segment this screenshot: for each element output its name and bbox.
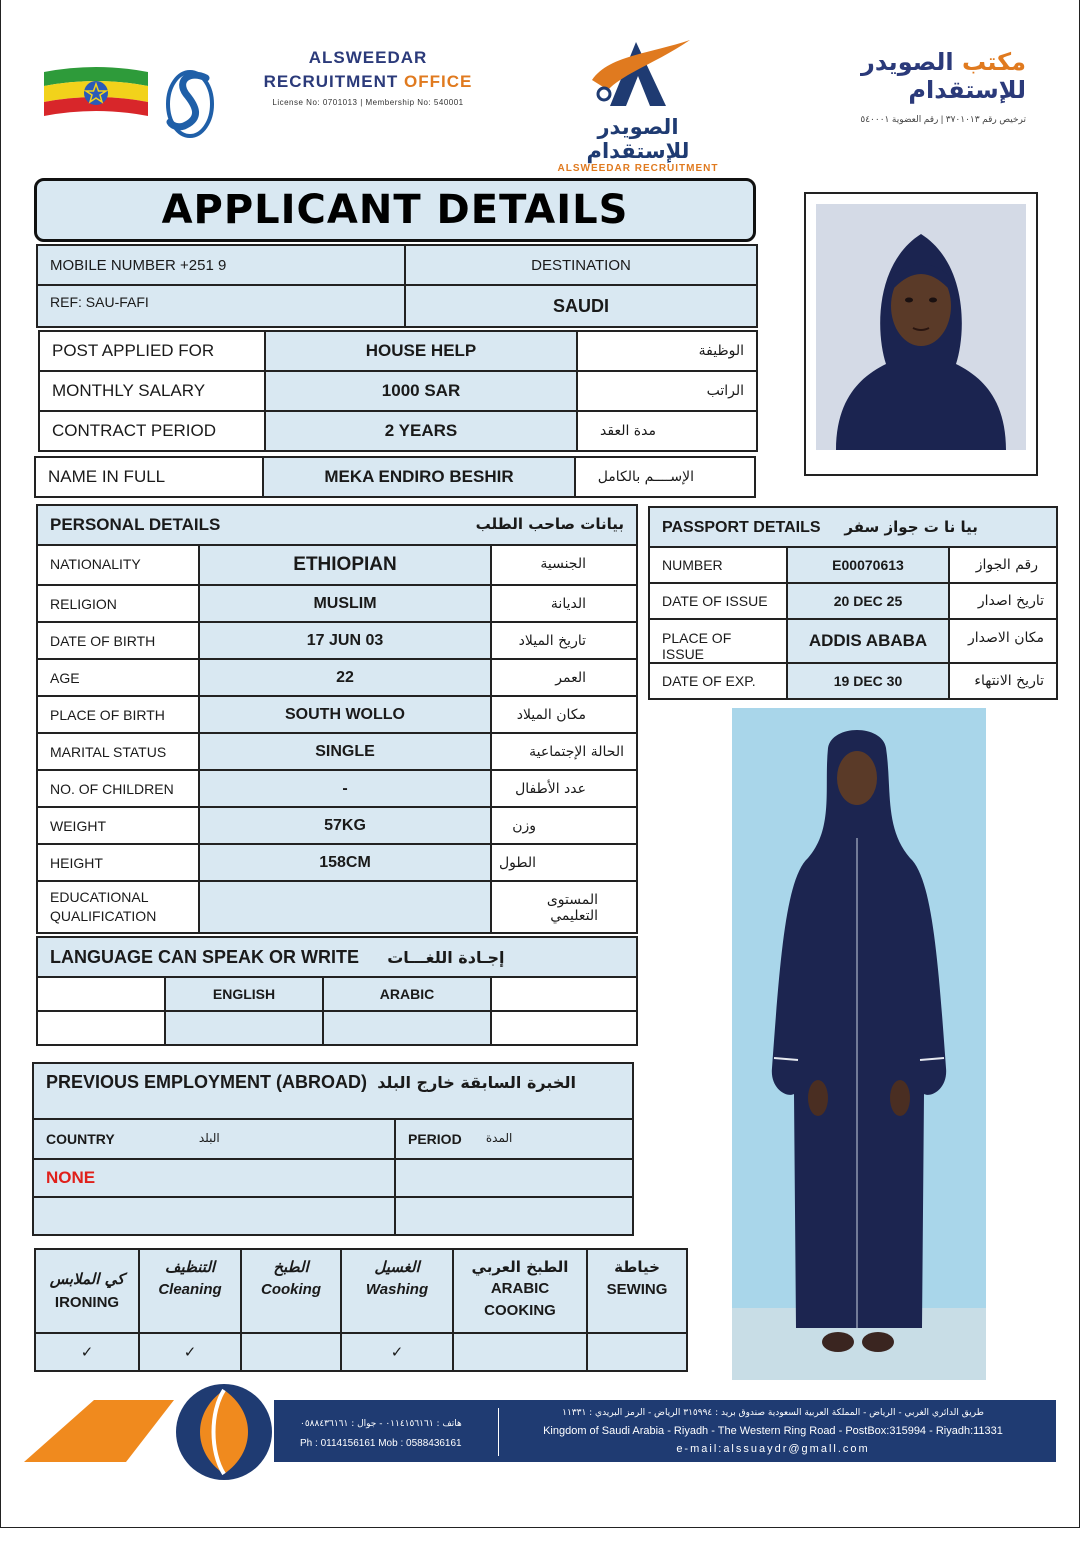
skill-header — [35, 1249, 139, 1333]
language-arabic-header: ARABIC — [323, 977, 491, 1011]
personal-label-arabic: الطول — [491, 844, 637, 881]
personal-details-header — [37, 505, 637, 545]
personal-row — [37, 881, 637, 933]
skill-header — [587, 1249, 687, 1333]
passport-label: NUMBER — [649, 547, 787, 583]
personal-label: AGE — [37, 659, 199, 696]
personal-details-table — [36, 504, 638, 934]
passport-title-arabic: بيا نا ت جواز سفر — [844, 517, 978, 536]
right-brand-arabic — [766, 48, 1026, 104]
center-logo-english: ALSWEEDAR RECRUITMENT — [557, 163, 719, 174]
right-brand-name: الصويدر للإستقدام — [861, 48, 1026, 104]
footer-phone-english: Ph : 0114156161 Mob : 0588436161 — [300, 1438, 462, 1449]
job-details-table — [38, 330, 758, 452]
personal-row — [37, 696, 637, 733]
office-title-recruitment: RECRUITMENT — [263, 72, 405, 91]
country-label-arabic: البلد — [198, 1130, 220, 1145]
job-label-arabic: الراتب — [577, 371, 757, 411]
passport-label: PLACE OF ISSUE — [649, 619, 787, 663]
passport-value: E00070613 — [787, 547, 949, 583]
personal-label: HEIGHT — [37, 844, 199, 881]
portrait-photo — [816, 204, 1026, 450]
full-name-label: NAME IN FULL — [35, 457, 263, 497]
passport-value: ADDIS ABABA — [787, 619, 949, 663]
footer-divider — [498, 1408, 499, 1456]
title-banner — [34, 178, 756, 242]
language-english-header: ENGLISH — [165, 977, 323, 1011]
personal-label-arabic: وزن — [491, 807, 637, 844]
personal-label: RELIGION — [37, 585, 199, 622]
full-body-figure-icon — [732, 708, 986, 1380]
language-english-value — [165, 1011, 323, 1045]
ref-cell: REF: SAU-FAFI — [37, 285, 405, 327]
personal-label: DATE OF BIRTH — [37, 622, 199, 659]
passport-value: 19 DEC 30 — [787, 663, 949, 699]
skill-header — [341, 1249, 453, 1333]
language-blank-cell — [37, 1011, 165, 1045]
s-emblem-logo-icon — [160, 60, 224, 140]
job-row — [39, 371, 757, 411]
office-title-line2 — [252, 72, 484, 92]
ethiopia-flag-icon — [40, 64, 152, 124]
personal-label-arabic: المستوى التعليمي — [491, 881, 637, 933]
personal-row — [37, 622, 637, 659]
footer-address-block — [508, 1404, 1038, 1458]
portrait-figure-icon — [816, 204, 1026, 450]
right-brand-block — [766, 48, 1026, 125]
personal-row — [37, 585, 637, 622]
skill-name-english: IRONING — [54, 1294, 120, 1311]
passport-label: DATE OF EXP. — [649, 663, 787, 699]
period-label: PERIOD — [408, 1130, 462, 1147]
skills-table — [34, 1248, 688, 1372]
personal-label-arabic: الديانة — [491, 585, 637, 622]
footer-logo-icon — [24, 1382, 284, 1482]
language-arabic-value — [323, 1011, 491, 1045]
passport-title: PASSPORT DETAILS — [662, 518, 821, 536]
country-label: COUNTRY — [46, 1130, 115, 1147]
personal-label: WEIGHT — [37, 807, 199, 844]
center-brand-logo — [548, 36, 728, 174]
passport-row — [649, 583, 1057, 619]
letter-a-logo-icon — [578, 36, 698, 108]
full-body-photo — [732, 708, 986, 1380]
personal-value: - — [199, 770, 491, 807]
skill-name-arabic: الطبخ العربي — [471, 1258, 569, 1276]
personal-label: NATIONALITY — [37, 545, 199, 585]
personal-label: EDUCATIONAL QUALIFICATION — [37, 881, 199, 933]
passport-details-table — [648, 506, 1058, 700]
language-title-arabic: إجـادة اللغـــات — [387, 947, 505, 967]
right-brand-office-word: مكتب — [953, 48, 1026, 76]
personal-details-title-arabic: بيانات صاحب الطلب — [475, 515, 624, 533]
personal-row — [37, 545, 637, 585]
footer-address-english: Kingdom of Saudi Arabia - Riyadh - The Western Ring Road - PostBox:315994 - Riyadh:11331 — [543, 1425, 1003, 1437]
office-title-line1: ALSWEEDAR — [308, 48, 428, 67]
personal-row — [37, 844, 637, 881]
skill-header — [139, 1249, 241, 1333]
personal-value: 17 JUN 03 — [199, 622, 491, 659]
skill-check-cell: ✓ — [35, 1333, 139, 1371]
language-blank-cell — [491, 1011, 637, 1045]
skill-name-english: SEWING — [606, 1281, 668, 1298]
personal-label-arabic: مكان الميلاد — [491, 696, 637, 733]
personal-row — [37, 807, 637, 844]
personal-value: ETHIOPIAN — [199, 545, 491, 585]
personal-value: SOUTH WOLLO — [199, 696, 491, 733]
page-title: APPLICANT DETAILS — [161, 187, 629, 233]
job-label: MONTHLY SALARY — [39, 371, 265, 411]
mobile-number-cell: MOBILE NUMBER +251 9 — [37, 245, 405, 285]
skill-name-english: Washing — [365, 1281, 429, 1298]
passport-row — [649, 547, 1057, 583]
skill-name-arabic: كي الملابس — [49, 1270, 125, 1288]
passport-label-arabic: مكان الاصدار — [949, 619, 1057, 663]
skill-check-cell: ✓ — [139, 1333, 241, 1371]
skill-header — [453, 1249, 587, 1333]
language-blank-cell — [37, 977, 165, 1011]
full-name-label-arabic: الإســــم بالكامل — [575, 457, 755, 497]
portrait-photo-frame — [804, 192, 1038, 476]
destination-value-cell: SAUDI — [405, 285, 757, 327]
personal-label: NO. OF CHILDREN — [37, 770, 199, 807]
personal-label-arabic: تاريخ الميلاد — [491, 622, 637, 659]
language-header — [37, 937, 637, 977]
personal-value: 57KG — [199, 807, 491, 844]
passport-label-arabic: تاريخ اصدار — [949, 583, 1057, 619]
destination-label-cell: DESTINATION — [405, 245, 757, 285]
contact-destination-table — [36, 244, 758, 328]
passport-label-arabic: رقم الجواز — [949, 547, 1057, 583]
job-label: CONTRACT PERIOD — [39, 411, 265, 451]
personal-row — [37, 770, 637, 807]
personal-value: 22 — [199, 659, 491, 696]
employment-title: PREVIOUS EMPLOYMENT (ABROAD) — [46, 1072, 368, 1092]
skill-name-english: Cooking — [261, 1281, 321, 1298]
office-title-office: OFFICE — [404, 72, 473, 91]
personal-value: MUSLIM — [199, 585, 491, 622]
job-value: HOUSE HELP — [265, 331, 577, 371]
job-row — [39, 331, 757, 371]
footer-email[interactable]: e-mail:alssuaydr@gmall.com — [676, 1443, 870, 1455]
skill-header — [241, 1249, 341, 1333]
personal-label-arabic: الجنسية — [491, 545, 637, 585]
language-title: LANGUAGE CAN SPEAK OR WRITE — [50, 946, 360, 967]
skill-name-arabic: التنظيف — [164, 1258, 216, 1276]
passport-label-arabic: تاريخ الانتهاء — [949, 663, 1057, 699]
job-label-arabic: الوظيفة — [577, 331, 757, 371]
passport-row — [649, 619, 1057, 663]
personal-value — [199, 881, 491, 933]
passport-header — [649, 507, 1057, 547]
skill-check-cell — [241, 1333, 341, 1371]
previous-employment-table — [32, 1062, 634, 1236]
footer-phone-block — [300, 1414, 490, 1454]
period-label-arabic: المدة — [485, 1130, 513, 1145]
personal-value: SINGLE — [199, 733, 491, 770]
full-name-table — [34, 456, 756, 498]
passport-row — [649, 663, 1057, 699]
office-title-block — [252, 48, 484, 107]
employment-period-value — [395, 1197, 633, 1235]
skill-name-english: ARABIC COOKING — [484, 1280, 556, 1319]
employment-title-arabic: الخبرة السابقة خارج البلد — [377, 1073, 576, 1092]
job-value: 1000 SAR — [265, 371, 577, 411]
skill-name-arabic: خياطة — [614, 1258, 660, 1276]
employment-country-value: NONE — [33, 1159, 395, 1197]
personal-label-arabic: عدد الأطفال — [491, 770, 637, 807]
skill-check-cell — [453, 1333, 587, 1371]
employment-period-value — [395, 1159, 633, 1197]
personal-label: MARITAL STATUS — [37, 733, 199, 770]
skill-check-cell — [587, 1333, 687, 1371]
full-name-value: MEKA ENDIRO BESHIR — [263, 457, 575, 497]
personal-row — [37, 733, 637, 770]
footer-phone-arabic: هاتف : ٠١١٤١٥٦١٦١ - جوال : ٠٥٨٨٤٣٦١٦١ — [300, 1419, 462, 1429]
skill-name-arabic: الغسيل — [374, 1258, 420, 1276]
employment-header — [33, 1063, 633, 1119]
footer-address-arabic: طريق الدائري الغربي - الرياض - المملكة العربية السعودية صندوق بريد : ٣١٥٩٩٤ الرياض - الرمز البريدي : ١١٣٣١ — [562, 1408, 984, 1418]
personal-label-arabic: الحالة الإجتماعية — [491, 733, 637, 770]
right-license-arabic: ترخيص رقم ٣٧٠١٠١٣ | رقم العضوية ٥٤٠٠٠١ — [860, 114, 1026, 124]
skill-name-english: Cleaning — [158, 1281, 222, 1298]
employment-country-value — [33, 1197, 395, 1235]
center-logo-arabic: الصويدر للإستقدام — [586, 115, 690, 163]
job-row — [39, 411, 757, 451]
personal-label: PLACE OF BIRTH — [37, 696, 199, 733]
language-table — [36, 936, 638, 1046]
passport-value: 20 DEC 25 — [787, 583, 949, 619]
office-license-numbers: License No: 0701013 | Membership No: 540001 — [272, 98, 464, 107]
employment-country-header — [33, 1119, 395, 1159]
personal-details-title: PERSONAL DETAILS — [50, 515, 221, 534]
job-label-arabic: مدة العقد — [577, 411, 757, 451]
skill-name-arabic: الطبخ — [273, 1258, 309, 1276]
personal-value: 158CM — [199, 844, 491, 881]
personal-label-arabic: العمر — [491, 659, 637, 696]
employment-period-header — [395, 1119, 633, 1159]
passport-label: DATE OF ISSUE — [649, 583, 787, 619]
job-label: POST APPLIED FOR — [39, 331, 265, 371]
personal-row — [37, 659, 637, 696]
skill-check-cell: ✓ — [341, 1333, 453, 1371]
language-blank-cell — [491, 977, 637, 1011]
job-value: 2 YEARS — [265, 411, 577, 451]
